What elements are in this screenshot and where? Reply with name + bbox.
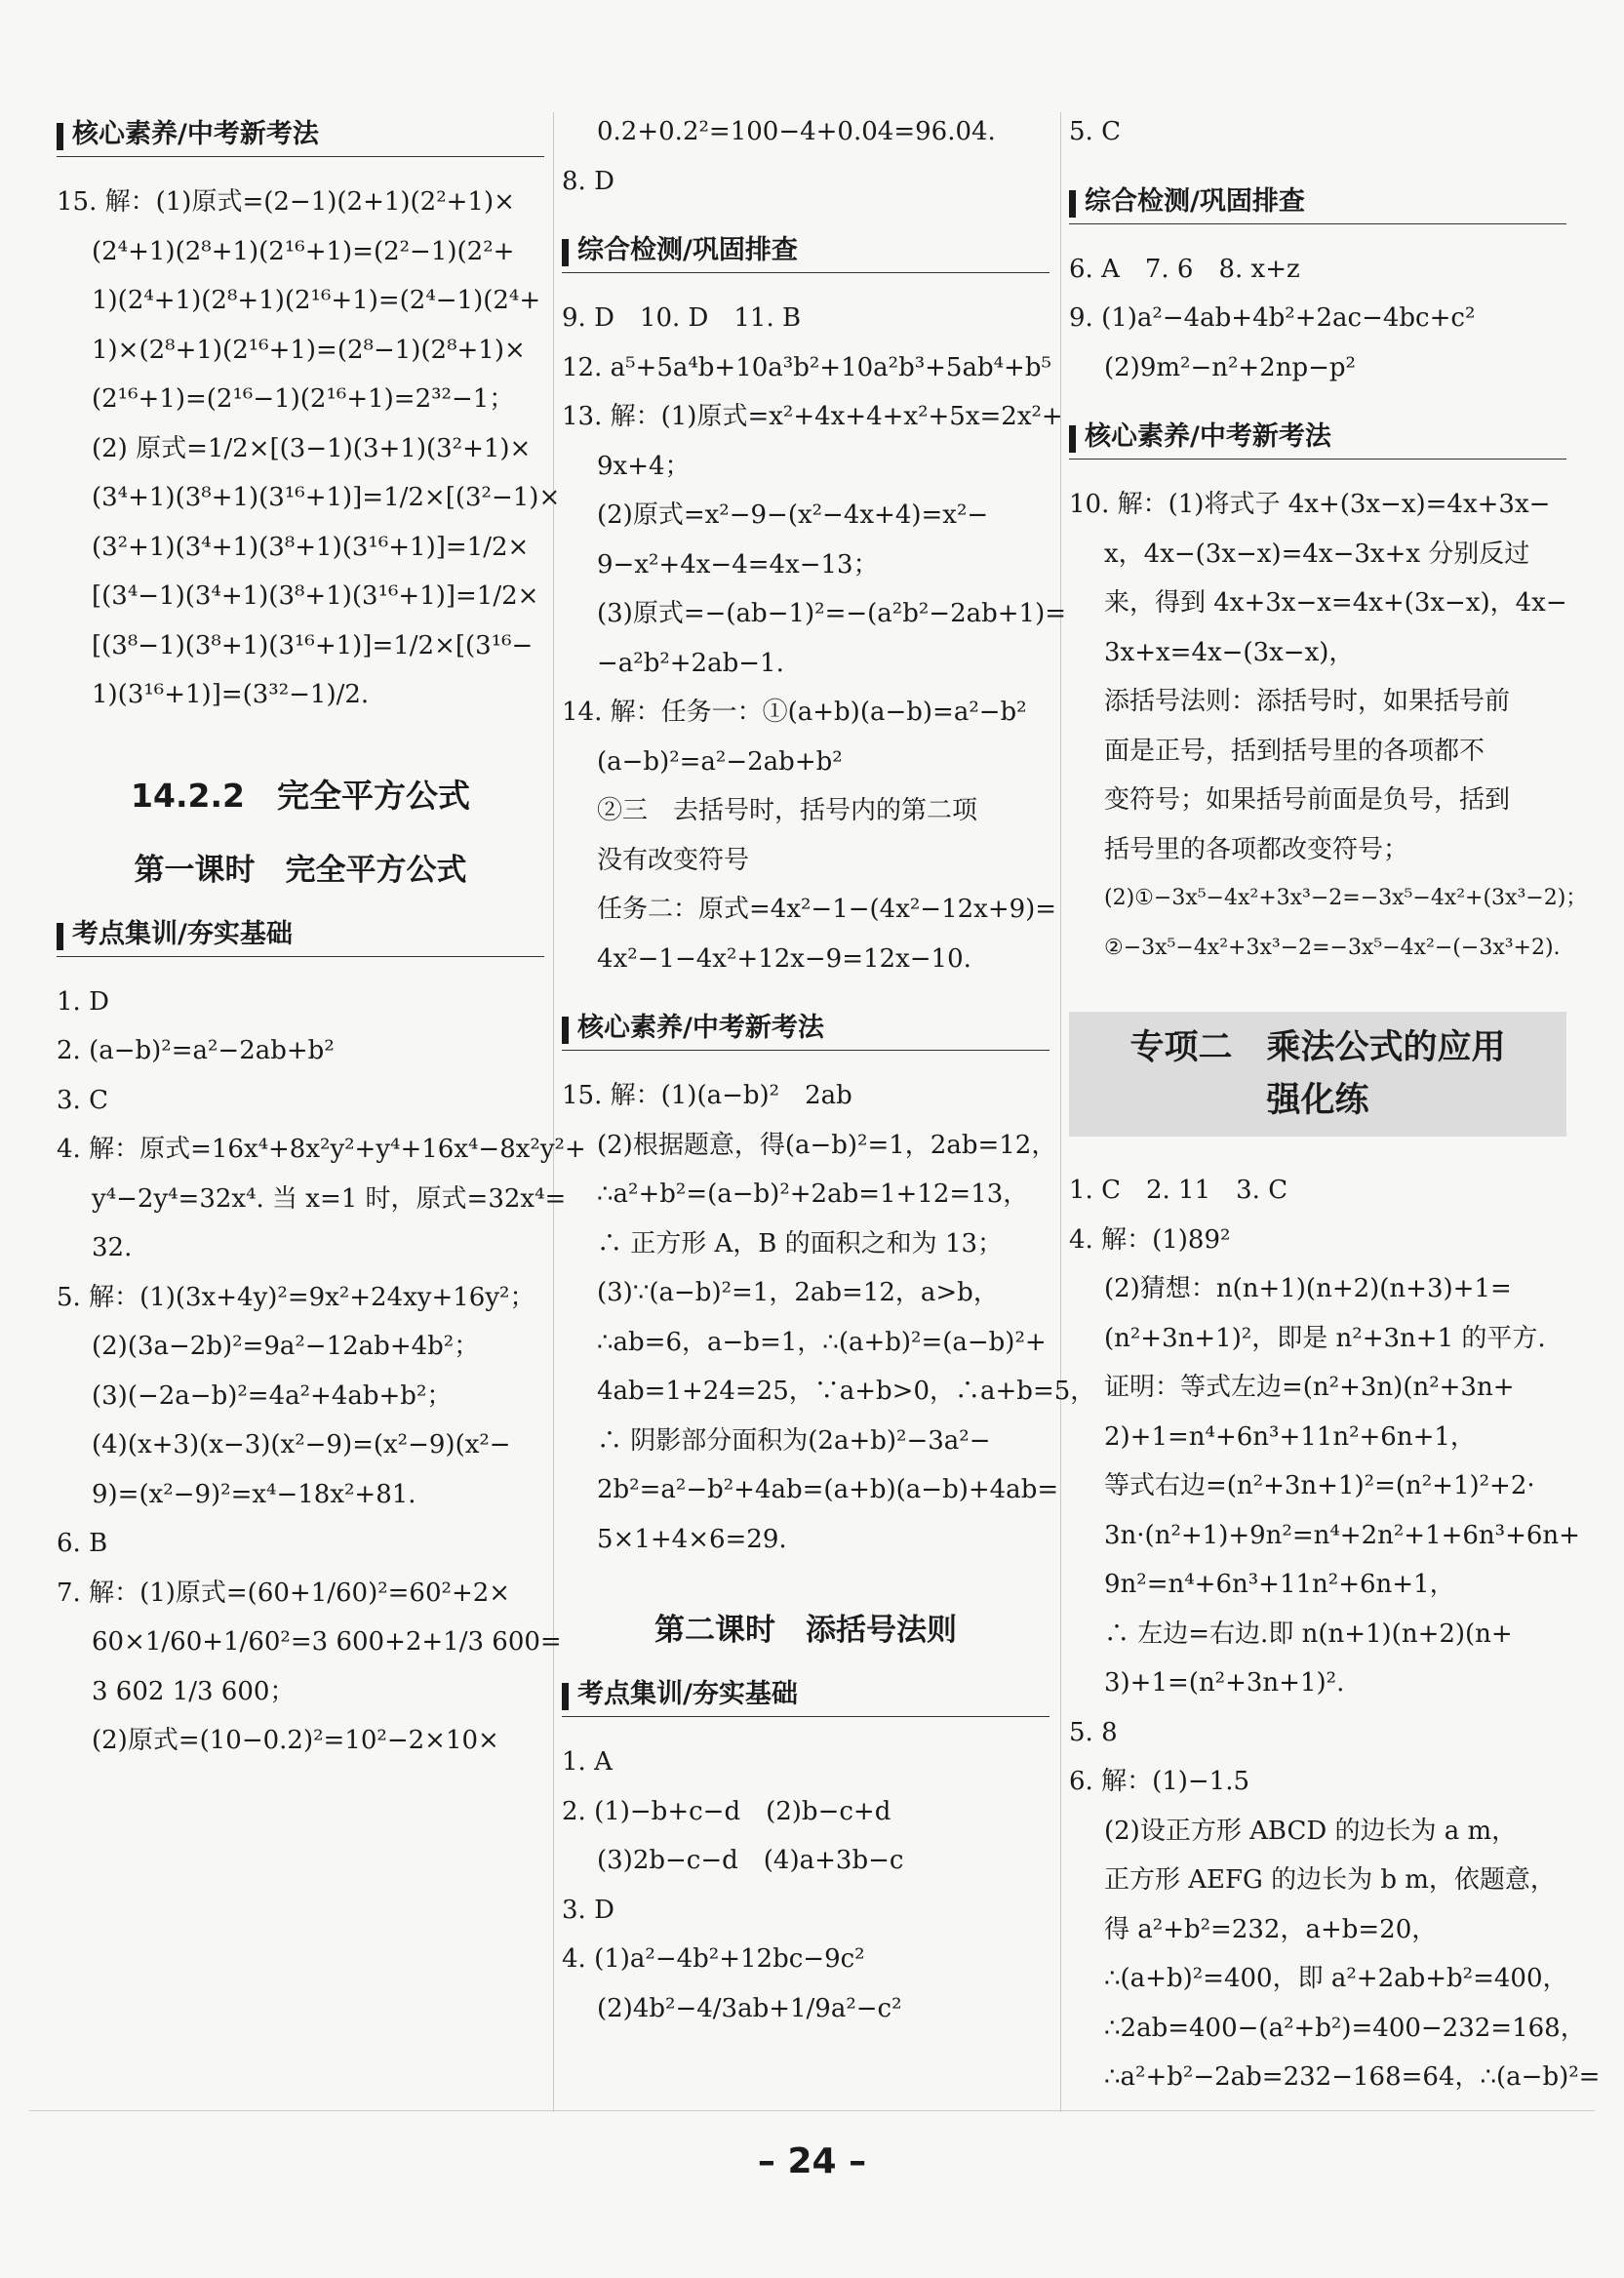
answer-line: (3)∵(a−b)²=1，2ab=12，a>b， <box>597 1278 999 1307</box>
answer-line: (2)①−3x⁵−4x²+3x³−2=−3x⁵−4x²+(3x³−2)； <box>1104 886 1588 910</box>
answer-line: 4. (1)a²−4b²+12bc−9c² <box>562 1944 865 1974</box>
answer-line: 9n²=n⁴+6n³+11n²+6n+1， <box>1104 1570 1455 1599</box>
answer-line: 任务二：原式=4x²−1−(4x²−12x+9)= <box>597 895 1057 924</box>
answer-line: 9. D 10. D 11. B <box>562 303 802 333</box>
answer-line: ∴a²+b²=(a−b)²+2ab=1+12=13， <box>597 1179 1029 1209</box>
answer-line: 2. (a−b)²=a²−2ab+b² <box>57 1036 335 1065</box>
column-divider <box>553 112 554 2112</box>
answer-line: (n²+3n+1)²，即是 n²+3n+1 的平方. <box>1104 1323 1546 1353</box>
special-topic-title: 专项二 乘法公式的应用 <box>1129 1028 1506 1067</box>
answer-line: 面是正号，括到括号里的各项都不 <box>1104 736 1485 766</box>
answer-line: (3⁴+1)(3⁸+1)(3¹⁶+1)]=1/2×[(3²−1)× <box>92 483 561 512</box>
special-topic-banner <box>1069 1012 1566 1137</box>
section-title: 14.2.2 完全平方公式 <box>131 776 470 815</box>
answer-line: (3)2b−c−d (4)a+3b−c <box>597 1846 904 1875</box>
answer-line: (2) 原式=1/2×[(3−1)(3+1)(3²+1)× <box>92 433 532 463</box>
answer-line: 3 602 1/3 600； <box>92 1676 296 1706</box>
lesson-title: 第二课时 添括号法则 <box>654 1613 957 1648</box>
answer-line: 1)(2⁴+1)(2⁸+1)(2¹⁶+1)=(2⁴−1)(2⁴+ <box>92 286 541 315</box>
answer-line: 14. 解：任务一：①(a+b)(a−b)=a²−b² <box>562 698 1027 727</box>
answer-line: (3)原式=−(ab−1)²=−(a²b²−2ab+1)= <box>597 599 1067 628</box>
answer-block <box>562 107 1050 206</box>
answer-line: 3x+x=4x−(3x−x)， <box>1104 637 1355 667</box>
answer-line: 添括号法则：添括号时，如果括号前 <box>1104 687 1511 716</box>
answer-line: 6. 解：(1)−1.5 <box>1069 1767 1250 1796</box>
page-number: – 24 – <box>757 2141 867 2181</box>
column-3 <box>1069 107 1601 2102</box>
answer-line: 6. B <box>57 1529 108 1558</box>
answer-line: [(3⁸−1)(3⁸+1)(3¹⁶+1)]=1/2×[(3¹⁶− <box>92 630 534 660</box>
answer-line: 9. (1)a²−4ab+4b²+2ac−4bc+c² <box>1069 303 1476 333</box>
answer-line: 1. A <box>562 1747 613 1777</box>
answer-block <box>57 178 561 720</box>
special-topic-subtitle: 强化练 <box>1266 1081 1369 1120</box>
answer-line: (2)根据题意，得(a−b)²=1，2ab=12， <box>597 1130 1057 1160</box>
answer-block <box>562 1071 1096 1564</box>
answer-line: ∴ 正方形 A，B 的面积之和为 13； <box>597 1228 1004 1259</box>
answer-line: ∴2ab=400−(a²+b²)=400−232=168， <box>1104 2013 1586 2043</box>
answer-line: 5×1+4×6=29. <box>597 1524 787 1554</box>
section-header: 核心素养/中考新考法 <box>57 115 544 156</box>
answer-line: 1. C 2. 11 3. C <box>1069 1176 1288 1205</box>
answer-line: −a²b²+2ab−1. <box>597 648 784 678</box>
column-1 <box>57 107 586 1766</box>
answer-line: x，4x−(3x−x)=4x−3x+x 分别反过 <box>1104 539 1530 569</box>
answer-line: [(3⁴−1)(3⁴+1)(3⁸+1)(3¹⁶+1)]=1/2× <box>92 581 539 611</box>
answer-line: 等式右边=(n²+3n+1)²=(n²+1)²+2· <box>1104 1471 1535 1500</box>
answer-line: 6. A 7. 6 8. x+z <box>1069 254 1300 284</box>
answer-line: ∴ 阴影部分面积为(2a+b)²−3a²− <box>597 1425 991 1456</box>
answer-block <box>562 1738 1050 2033</box>
answer-line: 15. 解：(1)原式=(2−1)(2+1)(2²+1)× <box>57 187 515 217</box>
section-header: 考点集训/夯实基础 <box>562 1675 1050 1716</box>
answer-line: y⁴−2y⁴=32x⁴. 当 x=1 时，原式=32x⁴= <box>92 1183 567 1214</box>
answer-line: (2)(3a−2b)²=9a²−12ab+4b²； <box>92 1332 480 1361</box>
answer-line: 5. 8 <box>1069 1717 1118 1747</box>
answer-block <box>57 978 586 1766</box>
answer-line: (2)猜想：n(n+1)(n+2)(n+3)+1= <box>1104 1274 1512 1303</box>
answer-line: 3)+1=(n²+3n+1)². <box>1104 1668 1345 1698</box>
answer-line: (2)9m²−n²+2np−p² <box>1104 352 1356 382</box>
answer-line: 3. D <box>562 1895 614 1925</box>
answer-block <box>562 294 1067 983</box>
section-header: 核心素养/中考新考法 <box>562 1009 1050 1050</box>
answer-line: (2)设正方形 ABCD 的边长为 a m， <box>1104 1816 1518 1846</box>
answer-line: 8. D <box>562 166 614 196</box>
footer-rule <box>29 2110 1595 2111</box>
answer-line: 没有改变符号 <box>597 845 750 875</box>
answer-line: 9−x²+4x−4=4x−13； <box>597 549 879 579</box>
answer-line: 12. a⁵+5a⁴b+10a³b²+10a²b³+5ab⁴+b⁵ <box>562 352 1051 382</box>
answer-line: 3. C <box>57 1085 108 1115</box>
answer-line: 证明：等式左边=(n²+3n)(n²+3n+ <box>1104 1373 1515 1402</box>
answer-line: 10. 解：(1)将式子 4x+(3x−x)=4x+3x− <box>1069 490 1551 519</box>
answer-block <box>1069 480 1588 973</box>
section-header: 核心素养/中考新考法 <box>1069 418 1566 459</box>
answer-line: 1. D <box>57 986 109 1017</box>
answer-line: 9x+4； <box>597 451 691 481</box>
answer-line: 2b²=a²−b²+4ab=(a+b)(a−b)+4ab= <box>597 1475 1059 1504</box>
section-header: 综合检测/巩固排查 <box>562 231 1050 272</box>
answer-line: ②三 去括号时，括号内的第二项 <box>597 796 978 825</box>
answer-line: 9)=(x²−9)²=x⁴−18x²+81. <box>92 1479 416 1509</box>
answer-line: 4. 解：(1)89² <box>1069 1224 1231 1255</box>
answer-line: ∴a²+b²−2ab=232−168=64，∴(a−b)²= <box>1104 2062 1601 2092</box>
answer-line: ∴ 左边=右边.即 n(n+1)(n+2)(n+ <box>1104 1619 1513 1649</box>
answer-line: 4. 解：原式=16x⁴+8x²y²+y⁴+16x⁴−8x²y²+ <box>57 1135 586 1164</box>
answer-line: 15. 解：(1)(a−b)² 2ab <box>562 1081 852 1110</box>
answer-line: (3)(−2a−b)²=4a²+4ab+b²； <box>92 1380 453 1411</box>
answer-block <box>1069 1166 1601 2102</box>
answer-line: (a−b)²=a²−2ab+b² <box>597 746 843 777</box>
answer-line: (2¹⁶+1)=(2¹⁶−1)(2¹⁶+1)=2³²−1； <box>92 384 515 414</box>
answer-line: 60×1/60+1/60²=3 600+2+1/3 600= <box>92 1627 562 1657</box>
answer-line: 括号里的各项都改变符号； <box>1104 834 1409 864</box>
answer-line: 1)×(2⁸+1)(2¹⁶+1)=(2⁸−1)(2⁸+1)× <box>92 335 526 365</box>
answer-line: 32. <box>92 1233 133 1262</box>
answer-line: 0.2+0.2²=100−4+0.04=96.04. <box>597 117 996 146</box>
answer-line: 4x²−1−4x²+12x−9=12x−10. <box>597 943 971 974</box>
answer-line: 2. (1)−b+c−d (2)b−c+d <box>562 1796 891 1826</box>
answer-line: 5. 解：(1)(3x+4y)²=9x²+24xy+16y²； <box>57 1282 535 1312</box>
answer-line: 来，得到 4x+3x−x=4x+(3x−x)，4x− <box>1104 588 1567 618</box>
answer-line: 3n·(n²+1)+9n²=n⁴+2n²+1+6n³+6n+ <box>1104 1520 1580 1550</box>
answer-line: 正方形 AEFG 的边长为 b m，依题意， <box>1104 1865 1556 1895</box>
answer-line: (2)原式=x²−9−(x²−4x+4)=x²− <box>597 500 989 530</box>
answer-line: 5. C <box>1069 117 1121 146</box>
answer-line: ∴(a+b)²=400，即 a²+2ab+b²=400， <box>1104 1964 1568 1993</box>
answer-line: 2)+1=n⁴+6n³+11n²+6n+1， <box>1104 1421 1476 1452</box>
answer-line: ②−3x⁵−4x²+3x³−2=−3x⁵−4x²−(−3x³+2). <box>1104 935 1561 960</box>
answer-line: 1)(3¹⁶+1)]=(3³²−1)/2. <box>92 680 370 709</box>
answer-line: (4)(x+3)(x−3)(x²−9)=(x²−9)(x²− <box>92 1430 511 1459</box>
answer-line: 变符号；如果括号前面是负号，括到 <box>1104 785 1511 815</box>
answer-line: (2)原式=(10−0.2)²=10²−2×10× <box>92 1726 499 1755</box>
answer-line: (3²+1)(3⁴+1)(3⁸+1)(3¹⁶+1)]=1/2× <box>92 532 530 562</box>
answer-line: ∴ab=6，a−b=1，∴(a+b)²=(a−b)²+ <box>597 1327 1047 1357</box>
lesson-title: 第一课时 完全平方公式 <box>134 852 467 888</box>
answer-line: 7. 解：(1)原式=(60+1/60)²=60²+2× <box>57 1578 511 1608</box>
answer-line: 得 a²+b²=232，a+b=20， <box>1104 1914 1438 1944</box>
answer-line: (2⁴+1)(2⁸+1)(2¹⁶+1)=(2²−1)(2²+ <box>92 236 515 266</box>
answer-line: 13. 解：(1)原式=x²+4x+4+x²+5x=2x²+ <box>562 402 1063 431</box>
answer-block <box>1069 245 1566 393</box>
section-header: 考点集训/夯实基础 <box>57 915 544 956</box>
answer-line: 4ab=1+24=25，∵a+b>0，∴a+b=5， <box>597 1377 1096 1406</box>
answer-line: (2)4b²−4/3ab+1/9a²−c² <box>597 1993 902 2023</box>
section-header: 综合检测/巩固排查 <box>1069 182 1566 223</box>
